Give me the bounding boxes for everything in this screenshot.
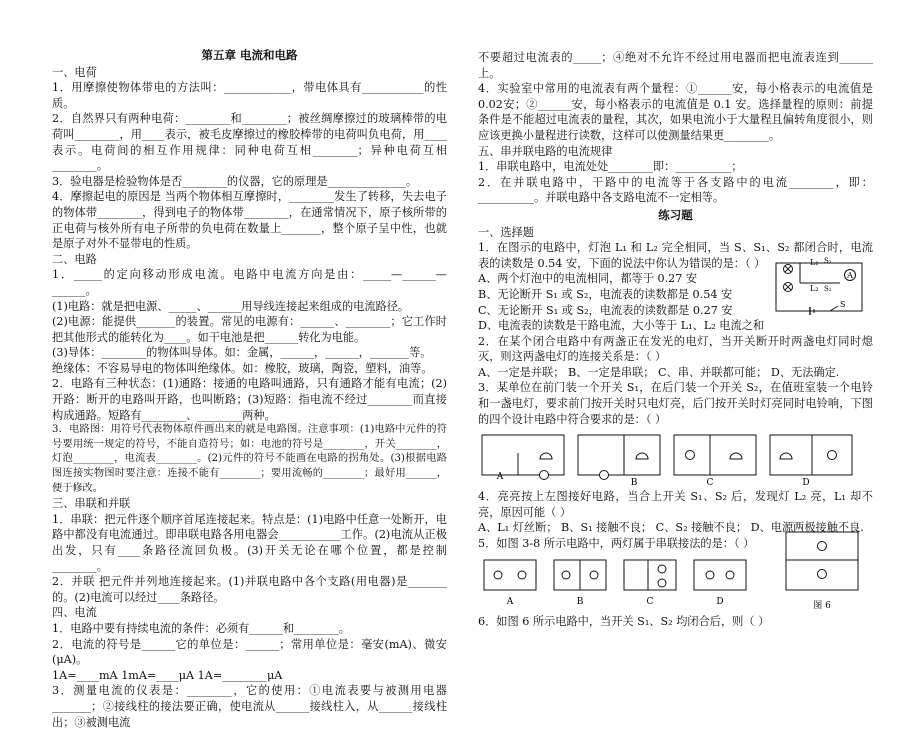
q1-circuit-diagram [770,257,870,319]
lamp-icon [706,571,734,579]
q5-label-b: B [576,596,584,607]
section-heading: 一、选择题 [478,225,534,239]
chapter-title: 第五章 电流和电路 [201,48,298,62]
q3-circuit-d [766,429,856,487]
bell-icon [636,453,648,459]
q5-circuit-c [618,556,682,608]
bell-icon [730,453,742,459]
left-line: 2．自然界只有两种电荷：________和________；被丝绸摩擦过的玻璃棒带的电荷叫________，用____表示，被毛皮摩擦过的橡胶棒带的电荷叫负电荷，用____表示。电荷间的相互作用规律：同种电荷互相________；异种电荷互相________。 [52,112,447,173]
q1-option: D、电流表的读数是干路电流，大小等于 L₁、L₂ 电流之和 [478,319,765,333]
lamp-icon [784,265,793,292]
q5-circuits [478,556,752,608]
l2-label: L₂ [810,284,819,294]
s-label: S [840,300,846,310]
lamp-icon [686,451,695,460]
left-line: 1A=____mA 1mA=____μA 1A=________μA [52,668,283,682]
left-line: 3．验电器是检验物体是否________的仪器，它的原理是______________。 [52,174,418,188]
q1-option: B、无论断开 S₁ 或 S₂，电流表的读数都是 0.54 安 [478,287,733,301]
exercise-title: 练习题 [658,207,693,222]
left-line: 1．电路中要有持续电流的条件：必须有______和________。 [52,621,350,635]
lamp-icon [828,451,837,460]
left-line: 一、电荷 [52,65,97,79]
q4-options: A、L₁ 灯丝断； B、S₁ 接触不良； C、S₂ 接触不良； D、电源两极接触不良. [478,521,864,535]
q3-label-c: C [706,478,714,488]
q3-label-a: A [496,472,504,483]
left-column [52,48,447,730]
left-line: 1．用摩擦使物体带电的方法叫：____________，带电体具有___________的性质。 [52,81,447,110]
s1-label: S₁ [824,257,832,266]
left-line: (1)电路：就是把电源、_____、______用导线连接起来组成的电流路径。 [52,299,410,313]
left-line: (3)导体：________的物体叫导体。如：金属，______，______，_______等。 [52,346,432,360]
lamp-icon [600,471,609,480]
left-line: 3．测量电流的仪表是：________，它的使用：①电流表要与被测用电器_______；②接线柱的接法要正确，使电流从______接线柱入，从______接线柱出；③被测电流 [52,684,447,729]
q3-label-d: D [802,478,810,488]
q5-label-a: A [506,596,514,607]
question-5: 5．如图 3-8 所示电路中，两灯属于串联接法的是：（ ） [478,537,755,551]
bell-icon [780,453,792,459]
figure-6 [778,524,868,614]
right-line: 4．实验室中常用的电流表有两个量程：①______安，每小格表示的电流值是 0.02安；②______安，每小格表示的电流值是 0.1 安。选择量程的原则：前提条件是不能超过电流表的量程，其次，如果电流小于大量程且偏转角度很小，则应该更换小量程进行读数，这样可以使测量结果更________。 [478,82,873,142]
left-line: 三、串联和并联 [52,497,131,511]
left-line: 2．并联 把元件并列地连接起来。(1)并联电路中各个支路(用电器)是_______的。(2)电流可以经过____条路径。 [52,575,447,604]
left-line: 2．电流的符号是______它的单位是：______；常用单位是：毫安(mA)、微安(μA)。 [52,637,447,667]
s2-label: S₂ [824,285,832,294]
left-line: 2．电路有三种状态：(1)通路：接通的电路叫通路，只有通路才能有电流；(2)开路：断开的电路叫开路，也叫断路；(3)短路：指电流不经过________而直接构成通路。短路有________、________两种。 [52,377,447,422]
left-line: (2)电源：能提供_______的装置。常见的电源有：______、________；它工作时把其他形式的能转化为____。如干电池是把______转化为电能。 [52,315,447,344]
question-4: 4．亮亮按上左图接好电路，当合上开关 S₁、S₂ 后，发现灯 L₂ 亮，L₁ 却不亮，原因可能（ ） [478,490,873,519]
left-line: 4．摩擦起电的原因是 当两个物体相互摩擦时，________发生了转移，失去电子的物体带________，得到电子的物体带________，在通常情况下，原子核所带的正电荷与核外所有电子所带的负电荷在数量上_______，整个原子呈中性，也就是原子对外不显带电的性质。 [52,190,447,251]
lamp-icon [540,471,549,480]
right-line: 1．串联电路中，电流处处________即：__________； [478,160,743,174]
right-line: 五、串并联电路的电流规律 [478,144,613,158]
right-line: 2．在并联电路中，干路中的电流等于各支路中的电流________，即：__________。并联电路中各支路电流不一定相等。 [478,175,873,205]
q1-option: A、两个灯泡中的电流相同，都等于 0.27 安 [478,272,698,286]
bell-icon [540,453,552,459]
q3-circuit-b [574,429,664,487]
ammeter-label: A [847,271,853,281]
q1-option: C、无论断开 S₁ 或 S₂，电流表的读数都是 0.27 安 [478,303,733,317]
q5-circuit-b [548,556,612,608]
q3-label-b: B [630,478,638,488]
q3-circuit-c [670,429,760,487]
left-line: 二、电路 [52,252,97,266]
q2-options: A、一定是并联； B、一定是串联； C、串、并联都可能； D、无法确定. [478,365,840,379]
question-6: 6．如图 6 所示电路中，当开关 S₁、S₂ 均闭合后，则（ ） [478,614,770,628]
question-3: 3．某单位在前门装一个开关 S₁，在后门装一个开关 S₂，在值班室装一个电铃和一盏电灯，要求前门按开关时只电灯亮，后门按开关时灯亮同时电铃响，下图的四个设计电路中符合要求的是：（ ） [478,381,873,426]
question-2: 2．在某个闭合电路中有两盏正在发光的电灯，当开关断开时两盏电灯同时熄灭，则这两盏电灯的连接关系是：（ ） [478,334,873,364]
left-line: 四、电流 [52,606,97,620]
left-line: 绝缘体：不容易导电的物体叫绝缘体。如：橡胶，玻璃，陶瓷，塑料，油等。 [52,361,433,375]
lamp-icon [658,565,666,587]
q5-circuit-d [688,556,752,608]
left-line: 1．_____的定向移动形成电流。电路中电流方向是由：_____—______—______。 [52,268,447,297]
left-line: 1．串联：把元件逐个顺序首尾连接起来。特点是：(1)电路中任意一处断开，电路中都没有电流通过。即串联电路各用电器会___________工作。(2)电流从正极出发，只有____条路径流回负极。(3)开关无论在哪个位置，都是控制________。 [52,512,447,573]
l1-label: L₁ [810,258,819,268]
q3-circuit-a [478,429,568,487]
figure-6-caption: 图 6 [813,600,831,611]
right-column [478,50,873,629]
right-line: 不要超过电流表的_____；④绝对不允许不经过用电器而把电流表连到______上。 [478,51,873,80]
q3-circuits [478,429,873,487]
lamp-icon [494,571,526,579]
q5-label-c: C [646,596,654,607]
question-1: 1．在图示的电路中，灯泡 L₁ 和 L₂ 完全相同，当 S、S₁、S₂ 都闭合时，电流表的读数是 0.54 安，下面的说法中你认为错误的是：（ ） [478,241,873,270]
left-small-note: 3．电路图：用符号代表物体原件画出来的就是电路图。注意事项：(1)电路中元件的符号要用统一规定的符号，不能自造符号；如：电池的符号是________，开关________，灯泡________，电流表________。(2)元件的符号不能画在电路的拐角处。(3)根据电路图连接实物图时要注意：连接不能有________；要用流畅的________；最好用______，便于修改。 [52,424,447,494]
q5-label-d: D [716,596,724,607]
q5-circuit-a [478,556,542,608]
